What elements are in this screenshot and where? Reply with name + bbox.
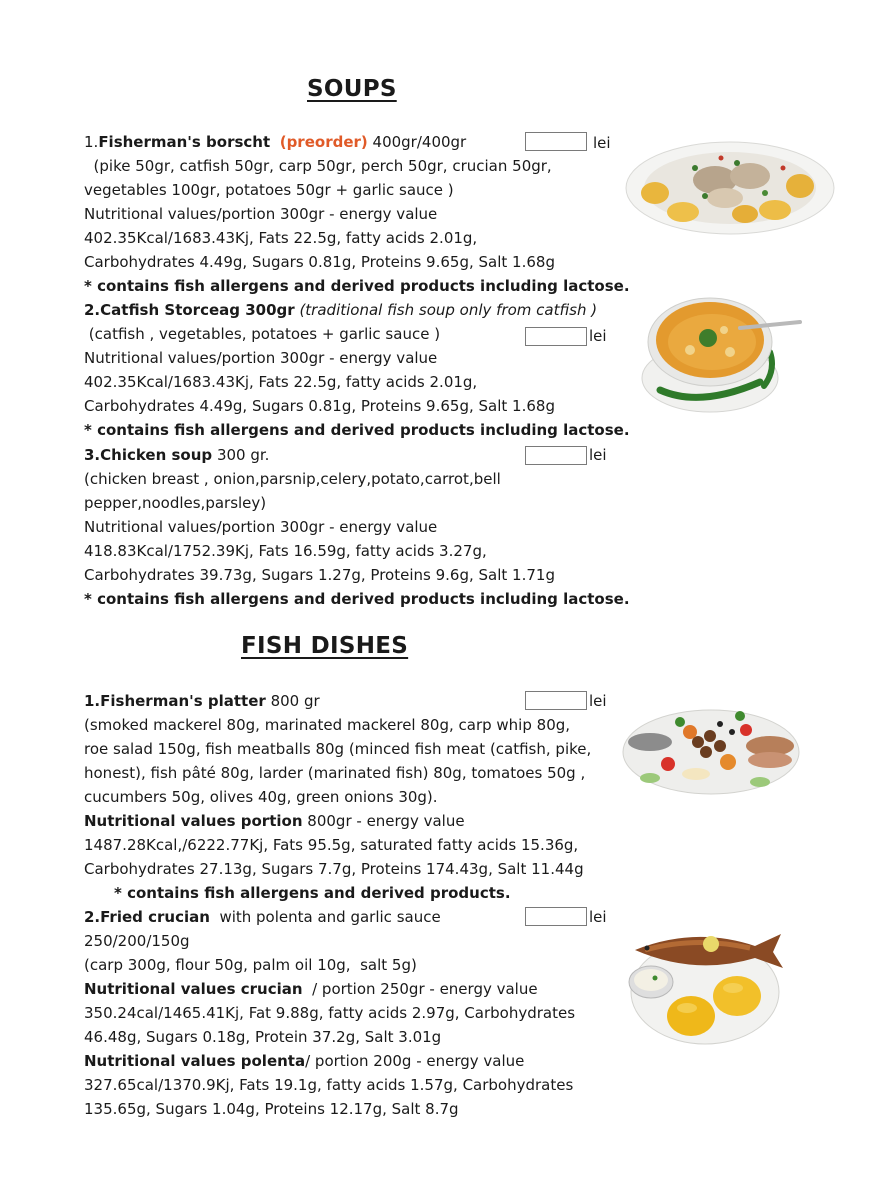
- soup-item-borscht: [84, 130, 630, 298]
- nutrition-line: 402.35Kcal/1683.43Kj, Fats 22.5g, fatty acids 2.01g,: [84, 229, 478, 247]
- item-ingredients: (smoked mackerel 80g, marinated mackerel 80g, carp whip 80g,: [84, 716, 571, 734]
- currency-label: lei: [589, 908, 607, 926]
- price-box-storceag[interactable]: [525, 327, 587, 346]
- nutrition-line: 1487.28Kcal,/6222.77Kj, Fats 95.5g, saturated fatty acids 15.36g,: [84, 836, 579, 854]
- nutrition-line: 135.65g, Sugars 1.04g, Proteins 12.17g, Salt 8.7g: [84, 1100, 459, 1118]
- item-ingredients: roe salad 150g, fish meatballs 80g (minced fish meat (catfish, pike,: [84, 740, 592, 758]
- item-ingredients: pepper,noodles,parsley): [84, 494, 267, 512]
- soups-title: SOUPS: [307, 76, 397, 102]
- item-ingredients: cucumbers 50g, olives 40g, green onions 30g).: [84, 788, 438, 806]
- item-ingredients: vegetables 100gr, potatoes 50gr + garlic sauce ): [84, 181, 454, 199]
- nutrition-line: 46.48g, Sugars 0.18g, Protein 37.2g, Salt 3.01g: [84, 1028, 442, 1046]
- price-box-borscht[interactable]: [525, 132, 587, 151]
- soup-bowl-image: [640, 290, 802, 416]
- nutrition-line: Nutritional values/portion 300gr - energy value: [84, 205, 438, 223]
- item-number: 2.: [84, 301, 101, 319]
- item-weight: 800 gr: [270, 692, 320, 710]
- nutrition-line: 402.35Kcal/1683.43Kj, Fats 22.5g, fatty acids 2.01g,: [84, 373, 478, 391]
- nutrition-line: Nutritional values/portion 300gr - energy value: [84, 518, 438, 536]
- nutrition-line: Nutritional values/portion 300gr - energy value: [84, 349, 438, 367]
- currency-label: lei: [589, 446, 607, 464]
- item-weight: 400gr/400gr: [372, 133, 467, 151]
- nutrition-line: Carbohydrates 27.13g, Sugars 7.7g, Proteins 174.43g, Salt 11.44g: [84, 860, 584, 878]
- nutrition-line: 327.65cal/1370.9Kj, Fats 19.1g, fatty acids 1.57g, Carbohydrates: [84, 1076, 574, 1094]
- fish-item-platter: [84, 689, 624, 905]
- item-description: with polenta and garlic sauce: [209, 908, 441, 926]
- price-box-chicken[interactable]: [525, 446, 587, 465]
- allergen-note: * contains fish allergens and derived products including lactose.: [84, 590, 630, 608]
- item-name: Catfish Storceag 300gr: [100, 301, 295, 319]
- nutrition-label: Nutritional values portion: [84, 812, 303, 830]
- item-name: Chicken soup: [100, 446, 213, 464]
- item-number: 1.: [84, 692, 101, 710]
- allergen-note: * contains fish allergens and derived products including lactose.: [84, 277, 630, 295]
- nutrition-line: / portion 200g - energy value: [305, 1052, 525, 1070]
- soup-item-chicken: [84, 443, 630, 611]
- item-name: Fisherman's borscht: [98, 133, 271, 151]
- item-ingredients: honest), fish pâté 80g, larder (marinated fish) 80g, tomatoes 50g ,: [84, 764, 586, 782]
- currency-label: lei: [589, 327, 607, 345]
- nutrition-line: / portion 250gr - energy value: [302, 980, 538, 998]
- fish-item-crucian: [84, 905, 624, 1121]
- soup-item-storceag: [84, 298, 630, 442]
- item-ingredients: (chicken breast , onion,parsnip,celery,potato,carrot,bell: [84, 470, 501, 488]
- nutrition-line: Carbohydrates 4.49g, Sugars 0.81g, Proteins 9.65g, Salt 1.68g: [84, 397, 555, 415]
- nutrition-line: 418.83Kcal/1752.39Kj, Fats 16.59g, fatty acids 3.27g,: [84, 542, 487, 560]
- price-box-platter[interactable]: [525, 691, 587, 710]
- nutrition-line: Carbohydrates 4.49g, Sugars 0.81g, Proteins 9.65g, Salt 1.68g: [84, 253, 555, 271]
- allergen-note: * contains fish allergens and derived products.: [114, 884, 511, 902]
- nutrition-line: 800gr - energy value: [307, 812, 465, 830]
- item-ingredients: (carp 300g, flour 50g, palm oil 10g, salt 5g): [84, 956, 417, 974]
- fish-soup-plate-image: [625, 138, 835, 236]
- item-weight: 250/200/150g: [84, 932, 190, 950]
- fish-platter-image: [620, 702, 802, 798]
- item-weight: 300 gr.: [216, 446, 270, 464]
- price-box-crucian[interactable]: [525, 907, 587, 926]
- item-number: 2.: [84, 908, 101, 926]
- item-number: 3.: [84, 446, 101, 464]
- item-subtitle: (traditional fish soup only from catfish ): [299, 301, 598, 319]
- currency-label: lei: [589, 692, 607, 710]
- currency-label: lei: [593, 134, 611, 152]
- item-name: Fisherman's platter: [100, 692, 266, 710]
- fried-fish-polenta-image: [625, 922, 785, 1050]
- polenta-nutrition-label: Nutritional values polenta: [84, 1052, 306, 1070]
- item-ingredients: (pike 50gr, catfish 50gr, carp 50gr, perch 50gr, crucian 50gr,: [93, 157, 552, 175]
- preorder-tag: (preorder): [279, 133, 368, 151]
- fish-dishes-title: FISH DISHES: [241, 633, 409, 659]
- nutrition-line: 350.24cal/1465.41Kj, Fat 9.88g, fatty acids 2.97g, Carbohydrates: [84, 1004, 576, 1022]
- item-name: Fried crucian: [100, 908, 210, 926]
- nutrition-line: Carbohydrates 39.73g, Sugars 1.27g, Proteins 9.6g, Salt 1.71g: [84, 566, 555, 584]
- item-ingredients: (catfish , vegetables, potatoes + garlic sauce ): [88, 325, 441, 343]
- item-number: 1.: [84, 133, 99, 151]
- nutrition-label: Nutritional values crucian: [84, 980, 303, 998]
- allergen-note: * contains fish allergens and derived products including lactose.: [84, 421, 630, 439]
